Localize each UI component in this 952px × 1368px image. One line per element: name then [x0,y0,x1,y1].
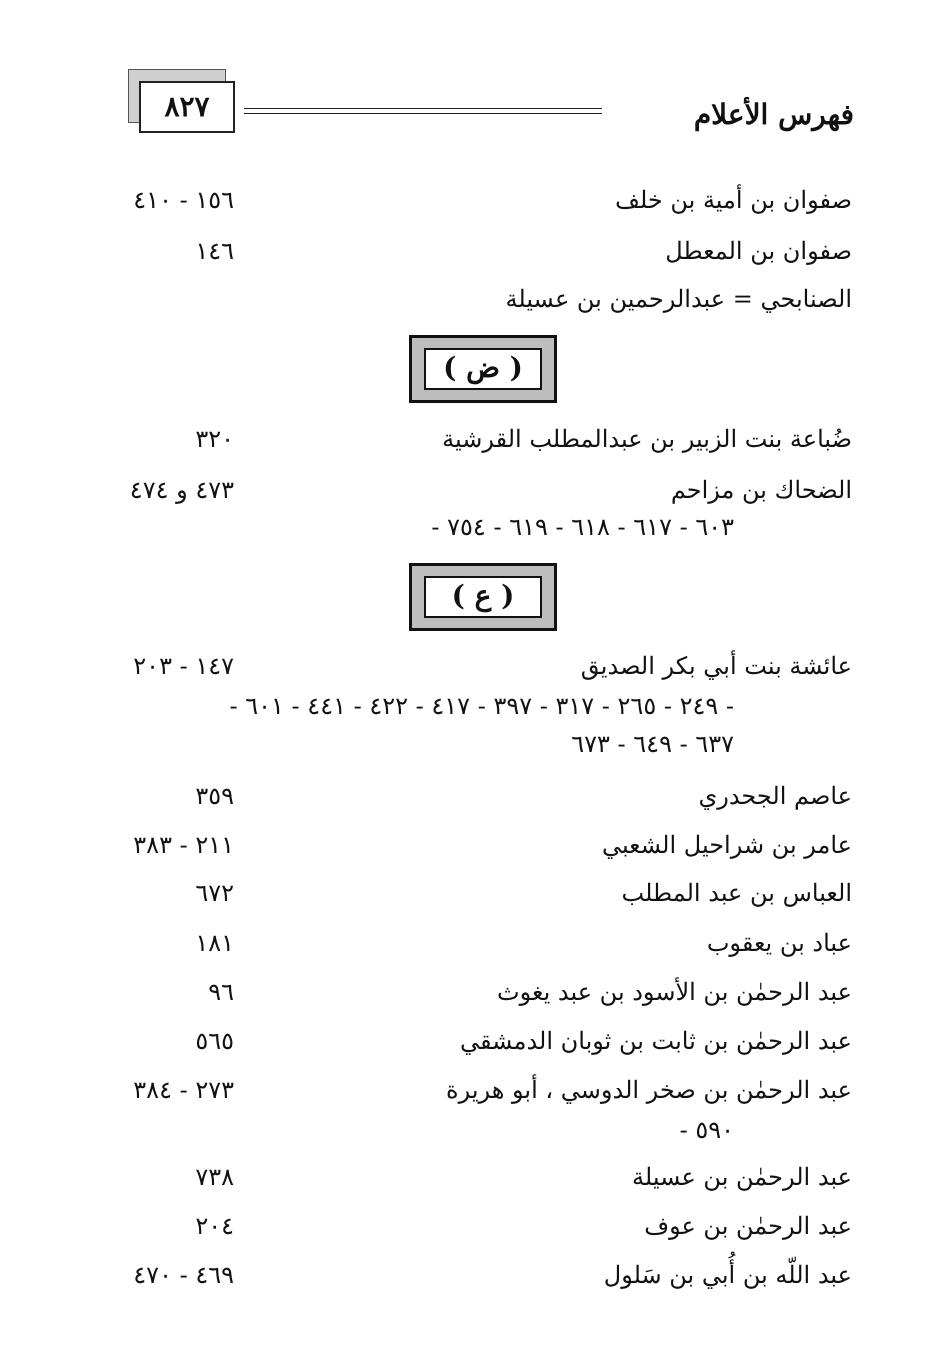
index-entry-pages: ٤٦٩ - ٤٧٠ [133,1261,234,1289]
index-entry-name: عبد اللّه بن أُبي بن سَلول [603,1261,852,1289]
section-letter: ( ع ) [424,576,542,618]
index-entry-pages: ١٤٧ - ٢٠٣ [133,652,234,680]
header-rule [244,108,602,114]
index-entry-name: عباد بن يعقوب [706,929,852,957]
section-header-dad [409,335,557,403]
index-entry-pages: ٧٣٨ [195,1163,234,1191]
section-letter: ( ض ) [424,348,542,390]
index-entry-pages: ١٨١ [195,929,234,957]
index-entry-pages: ٣٥٩ [195,782,234,810]
index-entry-pages-continued: - ٥٩٠ [679,1116,734,1144]
index-entry-pages-continued: - ٢٤٩ - ٢٦٥ - ٣١٧ - ٣٩٧ - ٤١٧ - ٤٢٢ - ٤٤١ - ٦٠١ - [229,692,734,720]
index-entry-name: ضُباعة بنت الزبير بن عبدالمطلب القرشية [442,425,852,453]
index-entry-pages: ١٤٦ [195,237,234,265]
index-entry-pages: ٩٦ [208,978,234,1006]
section-header-ayn [409,563,557,631]
index-entry-pages: ٢٠٤ [195,1212,234,1240]
index-entry-pages: ٥٦٥ [195,1027,234,1055]
index-entry-name: العباس بن عبد المطلب [621,879,852,907]
index-entry-pages: ١٥٦ - ٤١٠ [133,186,234,214]
index-entry-name: عاصم الجحدري [698,782,852,810]
index-entry-pages: ٦٧٢ [195,879,234,907]
index-entry-name: عبد الرحمٰن بن عوف [644,1212,852,1240]
page-number: ٨٢٧ [139,81,235,133]
index-entry-name: الصنابحي = عبدالرحمين بن عسيلة [505,285,852,313]
index-entry-pages: ٢٧٣ - ٣٨٤ [133,1076,234,1104]
index-entry-name: صفوان بن المعطل [665,237,852,265]
index-entry-name: عامر بن شراحيل الشعبي [601,831,852,859]
index-entry-name: عبد الرحمٰن بن الأسود بن عبد يغوث [497,978,852,1006]
index-entry-pages: ٣٢٠ [195,425,234,453]
index-entry-name: عبد الرحمٰن بن ثابت بن ثوبان الدمشقي [460,1027,852,1055]
index-entry-pages: ٤٧٣ و ٤٧٤ [129,476,234,504]
index-entry-pages-continued: - ٦٠٣ - ٦١٧ - ٦١٨ - ٦١٩ - ٧٥٤ [431,513,734,541]
index-entry-name: عبد الرحمٰن بن عسيلة [632,1163,852,1191]
index-entry-pages-continued: ٦٣٧ - ٦٤٩ - ٦٧٣ [571,730,734,758]
index-entry-name: عائشة بنت أبي بكر الصديق [580,652,852,680]
page-title: فهرس الأعلام [693,98,854,131]
index-entry-name: صفوان بن أمية بن خلف [615,186,852,214]
index-entry-pages: ٢١١ - ٣٨٣ [133,831,234,859]
index-entry-name: الضحاك بن مزاحم [670,476,852,504]
index-entry-name: عبد الرحمٰن بن صخر الدوسي ، أبو هريرة [446,1076,852,1104]
